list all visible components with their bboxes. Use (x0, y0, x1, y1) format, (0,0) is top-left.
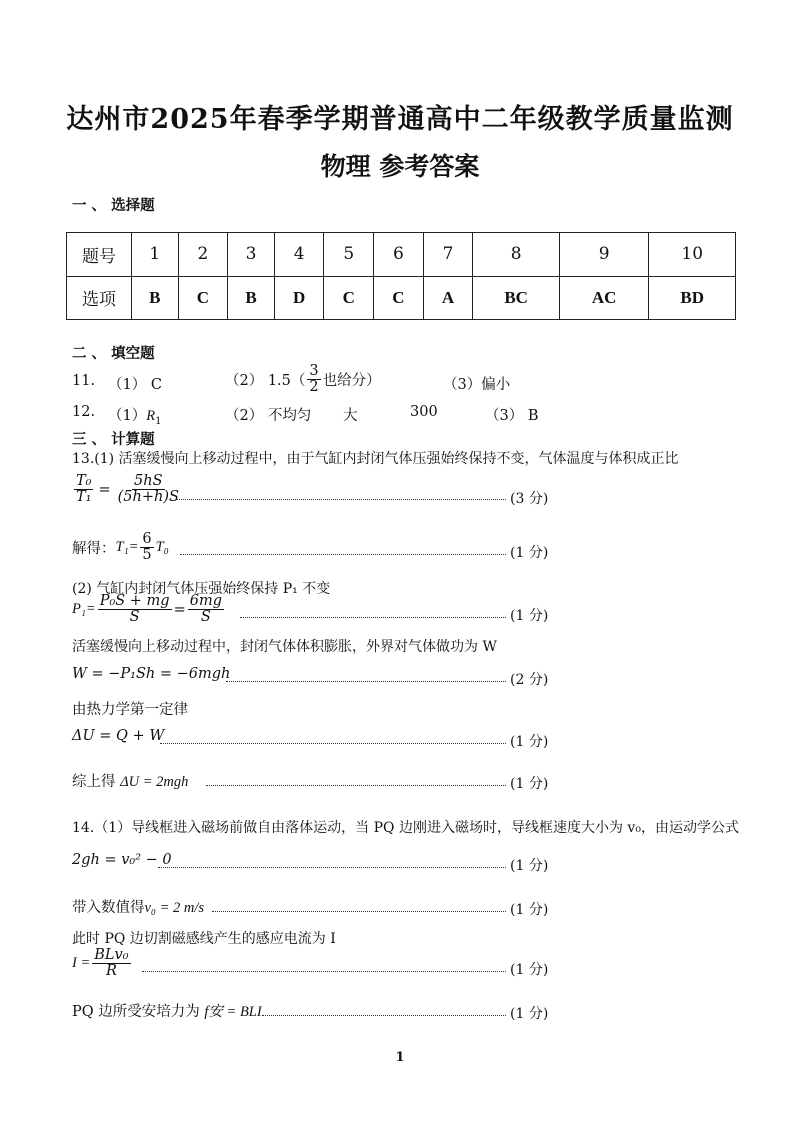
q14-score-3: (1 分) (510, 962, 549, 978)
q13-score-3: (1 分) (510, 608, 549, 624)
q13-eq3-lhs: P₁= (72, 601, 96, 618)
q13-eq3-fraction-2 (188, 594, 224, 625)
q11-fraction-num: 3 (309, 363, 319, 379)
q13-equation-6 (72, 770, 188, 791)
q14-current-text: 此时 PQ 边切割磁感线产生的感应电流为 I (72, 931, 336, 947)
table-cell-number: 10 (649, 233, 736, 277)
dotted-leader (206, 785, 506, 786)
table-cell-number: 5 (324, 233, 374, 277)
q13-eq1-left-fraction (74, 474, 93, 505)
q14-score-2: (1 分) (510, 902, 549, 918)
table-cell-number: 7 (423, 233, 473, 277)
equals-sign: = (173, 601, 186, 618)
section-fill-heading: 二 、 填空题 (72, 345, 155, 362)
q14-intro: 14.（1）导线框进入磁场前做自由落体运动，当 PQ 边刚进入磁场时，导线框速度大小为 v₀，由运动学公式 (72, 820, 739, 836)
q13-solve-num: 6 (142, 531, 152, 547)
q11-part2-prefix: （2） 1.5（ (225, 373, 306, 390)
table-cell-answer: C (374, 276, 424, 320)
q13-eq3-num2: 6mg (189, 593, 223, 609)
section-choice-heading: 一 、 选择题 (72, 197, 155, 214)
q12-number: 12. (72, 404, 96, 420)
q12-part1 (108, 404, 161, 427)
table-cell-number: 2 (178, 233, 228, 277)
q13-part2-text: (2) 气缸内封闭气体压强始终保持 P₁ 不变 (72, 581, 331, 597)
q14-equation-3 (72, 948, 133, 979)
q13-eq6-label: 综上得 (72, 774, 116, 790)
q13-solve-rhs: T₀ (155, 539, 169, 556)
q14-equation-2 (72, 896, 204, 917)
table-cell-number: 4 (274, 233, 324, 277)
q13-equation-4: W = −P₁Sh = −6mgh (72, 666, 231, 682)
table-cell-answer: A (423, 276, 473, 320)
q13-solve-den: 5 (142, 547, 152, 564)
table-cell-answer: BD (649, 276, 736, 320)
q11-fraction-den: 2 (309, 379, 319, 396)
dotted-leader (212, 911, 506, 912)
q13-work-text: 活塞缓慢向上移动过程中，封闭气体体积膨胀，外界对气体做功为 W (72, 639, 497, 655)
q13-intro: 13.(1) 活塞缓慢向上移动过程中，由于气缸内封闭气体压强始终保持不变，气体温度与体积成正比 (72, 451, 679, 467)
q14-equation-1: 2gh = v₀² − 0 (72, 852, 172, 868)
q13-score-4: (2 分) (510, 672, 549, 688)
q13-equation-3 (72, 594, 226, 625)
table-cell-number: 1 (132, 233, 179, 277)
dotted-leader (180, 554, 506, 555)
q13-eq1-left-num: T₀ (76, 473, 92, 489)
q13-score-6: (1 分) (510, 776, 549, 792)
q13-eq3-num1: P₀S + mg (99, 593, 170, 609)
q12-part1-sub: 1 (155, 415, 162, 427)
table-header-number: 题号 (67, 233, 132, 277)
q14-eq3-lhs: I = (72, 955, 91, 972)
table-cell-answer: AC (559, 276, 649, 320)
dotted-leader (160, 743, 506, 744)
table-cell-number: 3 (228, 233, 275, 277)
table-cell-number: 6 (374, 233, 424, 277)
q13-equation-1 (72, 474, 183, 505)
q11-part2 (225, 364, 381, 395)
q14-force (72, 1000, 262, 1021)
q13-eq1-left-den: T₁ (76, 489, 92, 506)
section-calc-heading: 三 、 计算题 (72, 431, 155, 448)
q11-part1: （1） C (108, 377, 162, 393)
q14-eq3-num: BLv₀ (94, 947, 129, 963)
q13-eq1-right-num: 5hS (134, 473, 163, 489)
dotted-leader (240, 617, 506, 618)
q13-law-text: 由热力学第一定律 (72, 702, 188, 718)
q13-equation-5: ΔU = Q + W (72, 728, 165, 744)
table-header-option: 选项 (67, 276, 132, 320)
table-cell-answer: C (178, 276, 228, 320)
dotted-leader (226, 681, 506, 682)
q12-part4: 300 (410, 404, 438, 420)
q13-solve-label: 解得： (72, 541, 116, 558)
dotted-leader (158, 867, 506, 868)
equals-sign: = (98, 481, 111, 498)
dotted-leader (142, 971, 506, 972)
q14-eq2-label: 带入数值得 (72, 900, 145, 916)
q14-force-text: PQ 边所受安培力为 (72, 1004, 200, 1020)
table-cell-number: 8 (473, 233, 560, 277)
dotted-leader (176, 499, 506, 500)
q13-eq3-den2: S (200, 609, 211, 626)
q12-part3: 大 (343, 408, 358, 424)
q14-score-4: (1 分) (510, 1006, 549, 1022)
page-title: 达州市2025年春季学期普通高中二年级教学质量监测 (66, 104, 734, 135)
q13-eq1-right-den: (5h+h)S (117, 489, 179, 506)
q13-eq1-right-fraction (116, 474, 181, 505)
page-number: 1 (395, 1050, 405, 1065)
q11-number: 11. (72, 373, 96, 389)
answer-table (66, 232, 736, 320)
q13-solve-fraction (140, 532, 153, 563)
q13-score-1: (3 分) (510, 491, 549, 507)
q12-part2: （2） 不均匀 (225, 408, 312, 424)
q13-eq6-value: ΔU = 2mgh (120, 774, 189, 790)
table-cell-answer: B (228, 276, 275, 320)
q11-fraction (307, 364, 320, 395)
q12-part1-symbol: R (146, 408, 156, 424)
q14-force-eq: f安 = BLI (204, 1004, 262, 1020)
table-cell-answer: D (274, 276, 324, 320)
q13-eq3-den1: S (129, 609, 140, 626)
q13-eq3-fraction-1 (98, 594, 172, 625)
table-cell-answer: B (132, 276, 179, 320)
page-subtitle: 物理 参考答案 (320, 152, 480, 181)
table-cell-answer: BC (473, 276, 560, 320)
q13-score-2: (1 分) (510, 545, 549, 561)
q14-eq3-fraction (92, 948, 130, 979)
q14-eq3-den: R (105, 963, 117, 980)
q11-part3: （3）偏小 (443, 377, 511, 393)
q12-part1-label: （1） (108, 408, 147, 424)
q14-eq2-value: v₀ = 2 m/s (144, 900, 205, 916)
q12-part5: （3） B (485, 408, 539, 424)
table-cell-number: 9 (559, 233, 649, 277)
dotted-leader (262, 1015, 506, 1016)
q11-part2-suffix: 也给分） (322, 373, 381, 390)
q13-solve (72, 532, 169, 563)
q13-score-5: (1 分) (510, 734, 549, 750)
table-cell-answer: C (324, 276, 374, 320)
q13-solve-lhs: T₁= (115, 539, 139, 556)
q14-score-1: (1 分) (510, 858, 549, 874)
